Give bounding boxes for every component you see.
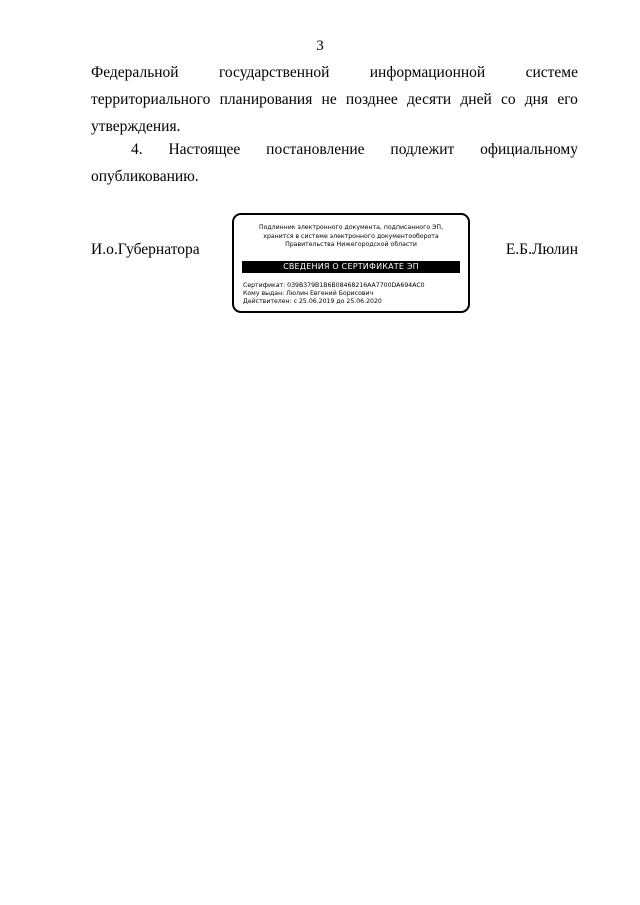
paragraph-2 <box>91 136 578 190</box>
word: десяти <box>406 91 452 108</box>
word: дня <box>524 91 549 108</box>
word: Настоящее <box>168 141 241 158</box>
stamp-note <box>234 224 468 250</box>
word: территориального <box>91 91 211 108</box>
word: государственной <box>218 64 330 81</box>
paragraph-1-line-3: утверждения. <box>91 118 181 135</box>
word: официальному <box>480 141 578 158</box>
signatory-name: Е.Б.Люлин <box>505 241 578 258</box>
word: не <box>321 91 337 108</box>
stamp-issued-to: Кому выдан: Люлин Евгений Борисович <box>243 290 374 297</box>
paragraph-1-line-1 <box>91 59 578 86</box>
stamp-note-line: Правительства Нижегородской области <box>285 241 417 248</box>
paragraph-2-line-2: опубликованию. <box>91 168 199 185</box>
paragraph-1-line-2 <box>91 86 578 113</box>
word: информационной <box>369 64 486 81</box>
stamp-banner: СВЕДЕНИЯ О СЕРТИФИКАТЕ ЭП <box>242 261 460 273</box>
word: Федеральной <box>91 64 179 81</box>
electronic-signature-stamp <box>232 213 470 313</box>
page-number: 3 <box>316 38 324 54</box>
word: подлежит <box>390 141 455 158</box>
paragraph-1 <box>91 59 578 140</box>
word: дней <box>460 91 492 108</box>
stamp-note-line: хранится в системе электронного документооборота <box>263 232 439 240</box>
paragraph-2-line-1 <box>91 136 578 163</box>
stamp-validity: Действителен: с 25.06.2019 до 25.06.2020 <box>243 298 382 305</box>
word: системе <box>525 64 578 81</box>
word: его <box>557 91 578 108</box>
word: планирования <box>219 91 313 108</box>
signatory-title: И.о.Губернатора <box>91 241 200 258</box>
stamp-note-line: Подлинник электронного документа, подписанного ЭП, <box>258 224 444 231</box>
word: постановление <box>266 141 365 158</box>
item-number: 4. <box>131 141 143 158</box>
stamp-details <box>243 282 425 306</box>
word: со <box>500 91 516 108</box>
stamp-certificate: Сертификат: 039B379B1B6B08468216AA7700DA694AC0 <box>243 282 425 289</box>
word: позднее <box>345 91 398 108</box>
